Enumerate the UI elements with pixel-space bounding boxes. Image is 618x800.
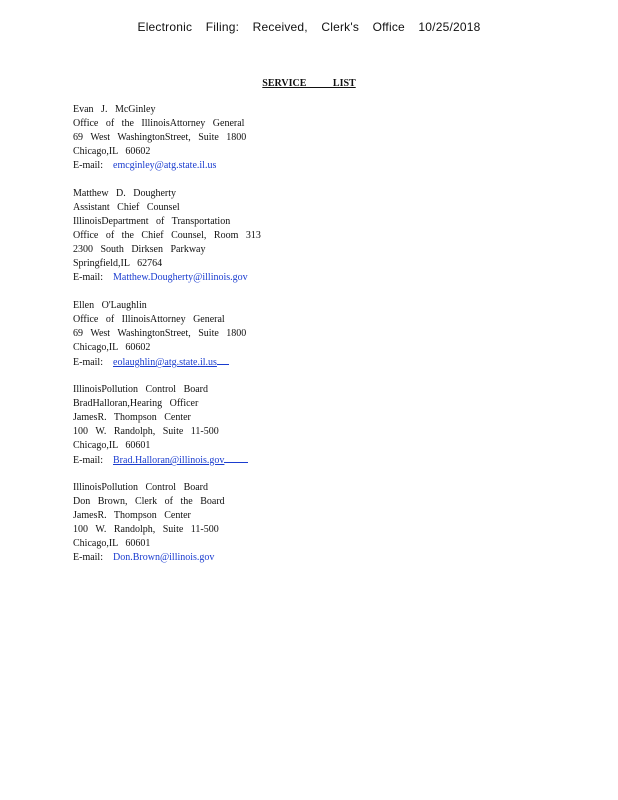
contact-name: Matthew D. Dougherty <box>73 188 177 199</box>
contact-office: Office of the Chief Counsel, Room 313 <box>73 230 261 241</box>
contact-organization: IllinoisPollution Control Board <box>73 482 209 493</box>
email-link[interactable]: eolaughlin@atg.state.il.us <box>113 357 217 368</box>
email-row <box>73 271 261 285</box>
email-row <box>73 355 261 369</box>
contact-name: Don Brown, Clerk of the Board <box>73 496 225 507</box>
email-row <box>73 159 261 173</box>
email-label: E-mail: <box>73 455 103 466</box>
contact-name: Ellen O'Laughlin <box>73 300 147 311</box>
service-entry-brown <box>73 481 261 565</box>
email-row <box>73 551 261 565</box>
service-entry-dougherty <box>73 187 261 285</box>
service-list <box>73 103 261 579</box>
contact-city: Chicago,IL 60602 <box>73 146 151 157</box>
page-title: SERVICE LIST <box>262 78 356 89</box>
contact-street: 69 West WashingtonStreet, Suite 1800 <box>73 132 247 143</box>
filing-stamp-header: Electronic Filing: Received, Clerk's Office 10/25/2018 <box>137 20 481 34</box>
contact-organization: IllinoisPollution Control Board <box>73 384 209 395</box>
contact-office: Office of the IllinoisAttorney General <box>73 118 245 129</box>
contact-city: Chicago,IL 60602 <box>73 342 151 353</box>
contact-name: Evan J. McGinley <box>73 104 156 115</box>
service-entry-mcginley <box>73 103 261 173</box>
email-link[interactable]: Don.Brown@illinois.gov <box>113 552 215 563</box>
contact-street: 69 West WashingtonStreet, Suite 1800 <box>73 328 247 339</box>
contact-street: 2300 South Dirksen Parkway <box>73 244 206 255</box>
contact-office: Office of IllinoisAttorney General <box>73 314 225 325</box>
contact-city: Chicago,IL 60601 <box>73 538 151 549</box>
contact-street: 100 W. Randolph, Suite 11-500 <box>73 524 219 535</box>
email-underline <box>217 355 229 365</box>
contact-building: JamesR. Thompson Center <box>73 412 191 423</box>
email-label: E-mail: <box>73 357 103 368</box>
contact-street: 100 W. Randolph, Suite 11-500 <box>73 426 219 437</box>
contact-department: IllinoisDepartment of Transportation <box>73 216 231 227</box>
email-underline <box>224 453 248 463</box>
email-link[interactable]: emcginley@atg.state.il.us <box>113 160 217 171</box>
email-label: E-mail: <box>73 160 103 171</box>
contact-name: BradHalloran,Hearing Officer <box>73 398 199 409</box>
email-label: E-mail: <box>73 272 103 283</box>
contact-city: Springfield,IL 62764 <box>73 258 163 269</box>
service-entry-halloran <box>73 383 261 467</box>
email-link[interactable]: Matthew.Dougherty@illinois.gov <box>113 272 248 283</box>
email-row <box>73 453 261 467</box>
email-label: E-mail: <box>73 552 103 563</box>
email-link[interactable]: Brad.Halloran@illinois.gov <box>113 455 225 466</box>
contact-building: JamesR. Thompson Center <box>73 510 191 521</box>
contact-title: Assistant Chief Counsel <box>73 202 180 213</box>
service-entry-olaughlin <box>73 299 261 369</box>
contact-city: Chicago,IL 60601 <box>73 440 151 451</box>
